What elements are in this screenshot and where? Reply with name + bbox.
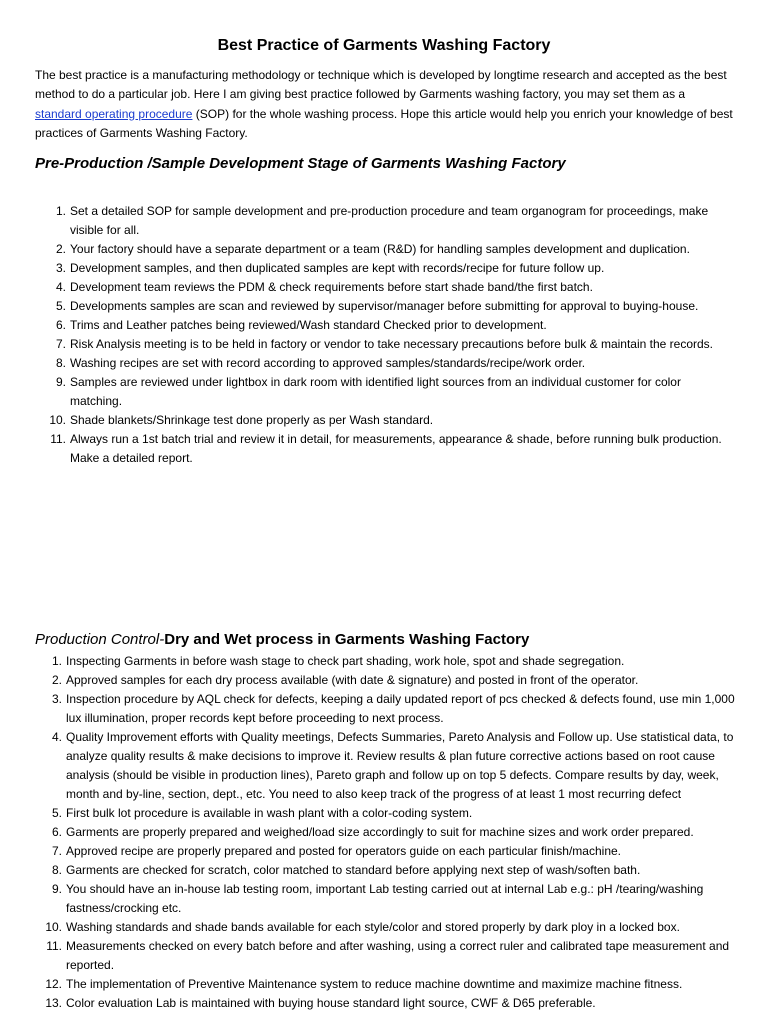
- list-item: [0, 354, 735, 373]
- list-item-text: Developments samples are scan and reviewed by supervisor/manager before submitting for approval to buying-house.: [70, 299, 699, 313]
- list-item-text: Shade blankets/Shrinkage test done properly as per Wash standard.: [70, 413, 434, 427]
- list-item-text: Set a detailed SOP for sample development and pre-production procedure and team organogram for proceedings, make visible for all.: [70, 204, 709, 237]
- list-item-number: 12.: [45, 977, 62, 991]
- list-item-text: Washing recipes are set with record according to approved samples/standards/recipe/work order.: [70, 356, 586, 370]
- list-item-number: 4.: [51, 730, 62, 744]
- list-item-number: 8.: [55, 356, 66, 370]
- list-item-text: Measurements checked on every batch before and after washing, using a correct ruler and calibrated tape measurement and reported.: [66, 939, 730, 972]
- list-item-number: 7.: [55, 337, 66, 351]
- list-item: [0, 861, 735, 880]
- list-item-number: 6.: [55, 318, 66, 332]
- production-control-heading-bold: Dry and Wet process in Garments Washing Factory: [164, 631, 530, 648]
- list-item-number: 10.: [45, 920, 62, 934]
- list-item-text: Samples are reviewed under lightbox in dark room with identified light sources from an individual customer for color matching.: [70, 375, 681, 408]
- list-item: [0, 278, 735, 297]
- list-item: [0, 937, 735, 975]
- list-item-text: The implementation of Preventive Maintenance system to reduce machine downtime and maximize machine fitness.: [66, 977, 683, 991]
- list-item: [0, 994, 735, 1013]
- production-control-heading: [35, 630, 529, 650]
- list-item-number: 2.: [55, 242, 66, 256]
- list-item-number: 1.: [51, 654, 62, 668]
- list-item: [0, 804, 735, 823]
- list-item-text: Inspecting Garments in before wash stage to check part shading, work hole, spot and shade segregation.: [66, 654, 625, 668]
- list-item-text: Approved samples for each dry process available (with date & signature) and posted in front of the operator.: [66, 673, 639, 687]
- list-item-text: You should have an in-house lab testing room, important Lab testing carried out at internal Lab e.g.: pH /tearing/washing fastness/crocking etc.: [66, 882, 704, 915]
- list-item: [0, 975, 735, 994]
- list-item-text: Inspection procedure by AQL check for defects, keeping a daily updated report of pcs checked & defects found, use min 1,000 lux illumination, proper records kept before proceeding to next process.: [66, 692, 735, 725]
- intro-text-after-link: (SOP) for the whole washing process. Hope this article would help you enrich your knowledge of best practices of Garments Washing Factory.: [35, 106, 733, 140]
- list-item-number: 2.: [51, 673, 62, 687]
- list-item-number: 13.: [45, 996, 62, 1010]
- list-item: [0, 918, 735, 937]
- list-item-number: 9.: [51, 882, 62, 896]
- list-item-text: First bulk lot procedure is available in wash plant with a color-coding system.: [66, 806, 473, 820]
- list-item-number: 1.: [55, 204, 66, 218]
- list-item-number: 11.: [46, 939, 62, 953]
- list-item-text: Development samples, and then duplicated samples are kept with records/recipe for future follow up.: [70, 261, 605, 275]
- pre-production-list: [0, 202, 768, 468]
- list-item-number: 8.: [51, 863, 62, 877]
- list-item-text: Washing standards and shade bands available for each style/color and stored properly by dark ploy in a locked box.: [66, 920, 680, 934]
- pre-production-heading: Pre-Production /Sample Development Stage of Garments Washing Factory: [35, 155, 566, 172]
- list-item: [0, 411, 735, 430]
- list-item-text: Approved recipe are properly prepared and posted for operators guide on each particular finish/machine.: [66, 844, 621, 858]
- intro-text-before-link: The best practice is a manufacturing methodology or technique which is developed by longtime research and accepted as the best method to do a particular job. Here I am giving best practice followed by Garments washing factory, you may set them as a: [35, 68, 727, 102]
- list-item-number: 4.: [55, 280, 66, 294]
- list-item: [0, 335, 735, 354]
- production-control-heading-italic: Production Control-: [35, 631, 165, 648]
- intro-paragraph: [35, 66, 735, 143]
- document-title: Best Practice of Garments Washing Factory: [217, 37, 551, 54]
- list-item-number: 3.: [55, 261, 66, 275]
- list-item: [0, 297, 735, 316]
- list-item-text: Garments are checked for scratch, color matched to standard before applying next step of wash/soften bath.: [66, 863, 641, 877]
- list-item-text: Quality Improvement efforts with Quality meetings, Defects Summaries, Pareto Analysis and Follow up. Use statistical data, to analyze quality results & make decisions to improve it. Review results & plan future corrective actions based on root cause analysis (should be visible in production lines), Pareto graph and follow up on top 5 defects. Compare results by day, week, month and by-line, section, dept., etc. You need to also keep track of the progress of at least 1 most recurring defect: [66, 730, 734, 801]
- sop-link[interactable]: standard operating procedure: [35, 106, 193, 121]
- list-item-number: 10.: [49, 413, 66, 427]
- list-item-text: Garments are properly prepared and weighed/load size accordingly to suit for machine sizes and work order prepared.: [66, 825, 694, 839]
- list-item-text: Always run a 1st batch trial and review it in detail, for measurements, appearance & shade, before running bulk production. Make a detailed report.: [70, 432, 722, 465]
- list-item: [0, 652, 735, 671]
- list-item: [0, 240, 735, 259]
- list-item: [0, 373, 735, 411]
- list-item: [0, 202, 735, 240]
- list-item-text: Development team reviews the PDM & check requirements before start shade band/the first batch.: [70, 280, 593, 294]
- list-item: [0, 880, 735, 918]
- list-item-number: 6.: [51, 825, 62, 839]
- list-item: [0, 671, 735, 690]
- list-item: [0, 430, 735, 468]
- list-item-text: Trims and Leather patches being reviewed/Wash standard Checked prior to development.: [70, 318, 547, 332]
- list-item-number: 5.: [51, 806, 62, 820]
- list-item-number: 3.: [51, 692, 62, 706]
- list-item: [0, 259, 735, 278]
- list-item-text: Risk Analysis meeting is to be held in factory or vendor to take necessary precautions before bulk & maintain the records.: [70, 337, 713, 351]
- list-item-text: Your factory should have a separate department or a team (R&D) for handling samples development and duplication.: [70, 242, 690, 256]
- list-item-number: 7.: [51, 844, 62, 858]
- list-item: [0, 316, 735, 335]
- list-item-number: 5.: [55, 299, 66, 313]
- production-control-list: [0, 652, 768, 1013]
- list-item: [0, 823, 735, 842]
- list-item: [0, 842, 735, 861]
- list-item: [0, 728, 735, 804]
- list-item-number: 11.: [50, 432, 66, 446]
- list-item-text: Color evaluation Lab is maintained with buying house standard light source, CWF & D65 preferable.: [66, 996, 596, 1010]
- list-item: [0, 690, 735, 728]
- list-item-number: 9.: [55, 375, 66, 389]
